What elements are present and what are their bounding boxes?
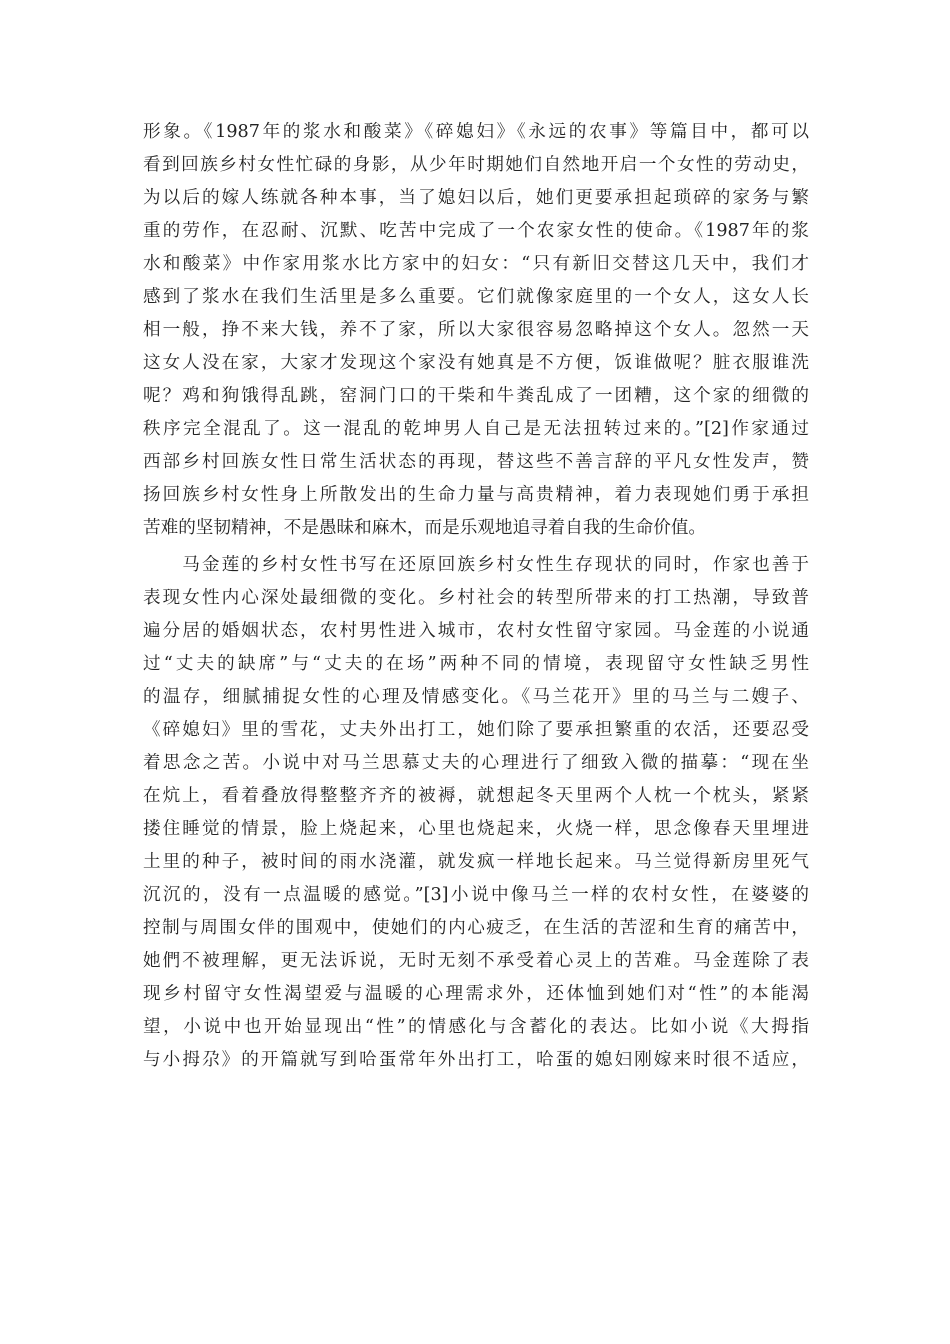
text-line: 看到回族乡村女性忙碌的身影，从少年时期她们自然地开启一个女性的劳动史，	[143, 155, 809, 175]
text-line: 在炕上，看着叠放得整整齐齐的被褥，就想起冬天里两个人枕一个枕头，紧紧	[143, 786, 809, 806]
text-line: 秩序完全混乱了。这一混乱的乾坤男人自己是无法扭转过来的。”[2]作家通过	[143, 419, 809, 439]
text-line: 水和酸菜》中作家用浆水比方家中的妇女：“只有新旧交替这几天中，我们才	[143, 254, 809, 274]
text-line: 扬回族乡村女性身上所散发出的生命力量与高贵精神，着力表现她们勇于承担	[143, 485, 809, 505]
text-line: 她們不被理解，更无法诉说，无时无刻不承受着心灵上的苦难。马金莲除了表	[143, 951, 809, 971]
text-line: 土里的种子，被时间的雨水浇灌，就发疯一样地长起来。马兰觉得新房里死气	[143, 852, 809, 872]
text-line: 过“丈夫的缺席”与“丈夫的在场”两种不同的情境，表现留守女性缺乏男性	[143, 654, 809, 674]
text-line: 控制与周围女伴的围观中，使她们的内心疲乏，在生活的苦涩和生育的痛苦中，	[143, 918, 809, 938]
text-line: 感到了浆水在我们生活里是多么重要。它们就像家庭里的一个女人，这女人长	[143, 287, 809, 307]
document-page	[143, 116, 809, 1077]
text-line: 搂住睡觉的情景，脸上烧起来，心里也烧起来，火烧一样，思念像春天里埋进	[143, 819, 809, 839]
text-line: 现乡村留守女性渴望爱与温暖的心理需求外，还体恤到她们对“性”的本能渴	[143, 984, 809, 1004]
text-line: 重的劳作，在忍耐、沉默、吃苦中完成了一个农家女性的使命。《1987年的浆	[143, 221, 809, 241]
text-line: 遍分居的婚姻状态，农村男性进入城市，农村女性留守家园。马金莲的小说通	[143, 621, 809, 641]
text-line: 望，小说中也开始显现出“性”的情感化与含蓄化的表达。比如小说《大拇指	[143, 1017, 809, 1037]
text-line: 西部乡村回族女性日常生活状态的再现，替这些不善言辞的平凡女性发声，赞	[143, 452, 809, 472]
text-line: 着思念之苦。小说中对马兰思慕丈夫的心理进行了细致入微的描摹：“现在坐	[143, 753, 809, 773]
text-line: 的温存，细腻捕捉女性的心理及情感变化。《马兰花开》里的马兰与二嫂子、	[143, 687, 809, 707]
text-line: 呢？鸡和狗饿得乱跳，窑洞门口的干柴和牛粪乱成了一团糟，这个家的细微的	[143, 386, 809, 406]
text-line: 沉沉的，没有一点温暖的感觉。”[3]小说中像马兰一样的农村女性，在婆婆的	[143, 885, 809, 905]
text-line: 《碎媳妇》里的雪花，丈夫外出打工，她们除了要承担繁重的农活，还要忍受	[143, 720, 809, 740]
text-line: 这女人没在家，大家才发现这个家没有她真是不方便，饭谁做呢？脏衣服谁洗	[143, 353, 809, 373]
paragraph-1	[143, 116, 809, 545]
text-line: 形象。《1987年的浆水和酸菜》《碎媳妇》《永远的农事》等篇目中，都可以	[143, 122, 809, 142]
paragraph-2	[143, 549, 809, 1077]
text-line: 表现女性内心深处最细微的变化。乡村社会的转型所带来的打工热潮，导致普	[143, 588, 809, 608]
text-line: 相一般，挣不来大钱，养不了家，所以大家很容易忽略掉这个女人。忽然一天	[143, 320, 809, 340]
text-line: 为以后的嫁人练就各种本事，当了媳妇以后，她们更要承担起琐碎的家务与繁	[143, 188, 809, 208]
text-line: 马金莲的乡村女性书写在还原回族乡村女性生存现状的同时，作家也善于	[143, 555, 809, 575]
text-line: 与小拇尕》的开篇就写到哈蛋常年外出打工，哈蛋的媳妇刚嫁来时很不适应，	[143, 1050, 809, 1070]
text-line: 苦难的坚韧精神，不是愚昧和麻木，而是乐观地追寻着自我的生命价值。	[143, 518, 707, 538]
